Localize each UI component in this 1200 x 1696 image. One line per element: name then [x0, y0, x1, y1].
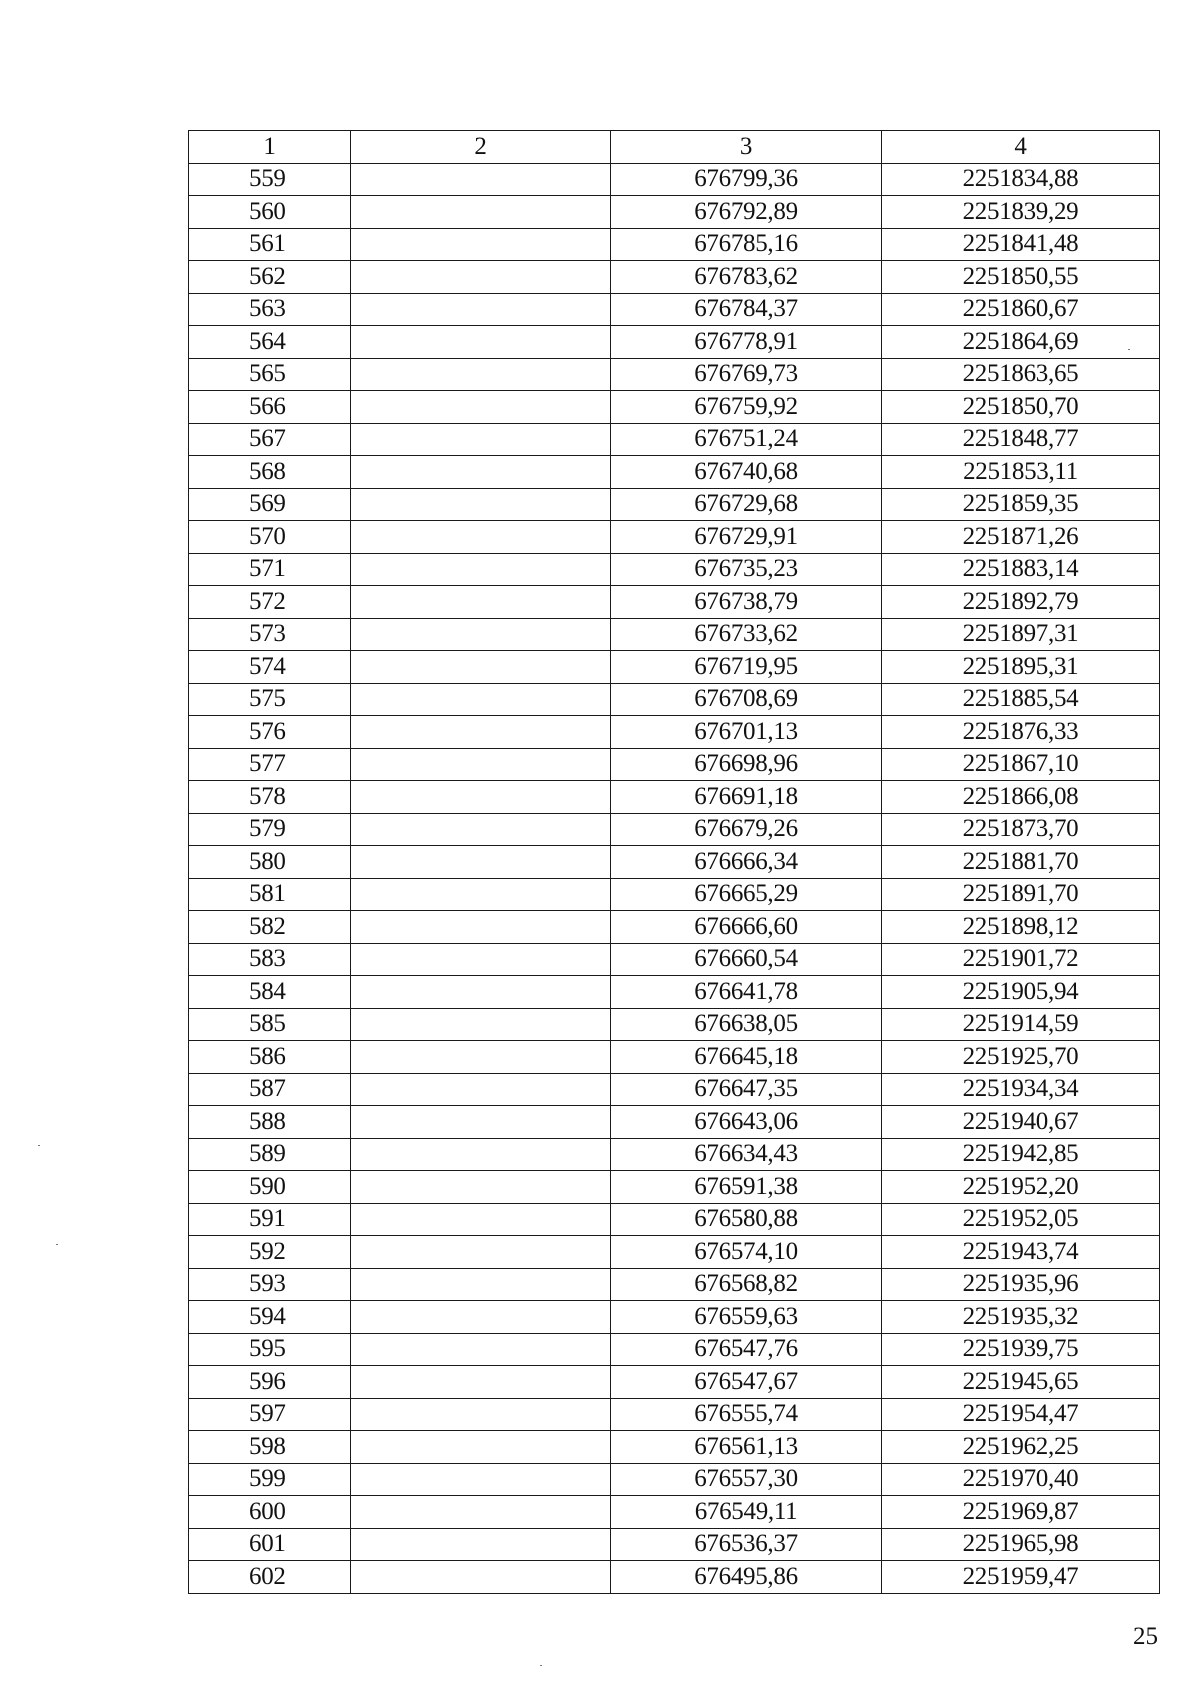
y-coordinate-cell: 2251866,08 [882, 781, 1160, 814]
y-coordinate-cell: 2251969,87 [882, 1496, 1160, 1529]
table-row [189, 196, 1160, 229]
empty-cell [351, 326, 611, 359]
scan-speck [540, 1665, 542, 1666]
y-coordinate-cell: 2251848,77 [882, 423, 1160, 456]
empty-cell [351, 1008, 611, 1041]
empty-cell [351, 1496, 611, 1529]
point-number-cell: 585 [189, 1008, 351, 1041]
y-coordinate-cell: 2251881,70 [882, 846, 1160, 879]
scan-speck [56, 1244, 58, 1245]
x-coordinate-cell: 676641,78 [611, 976, 882, 1009]
empty-cell [351, 748, 611, 781]
x-coordinate-cell: 676634,43 [611, 1138, 882, 1171]
table-header [189, 131, 1160, 164]
empty-cell [351, 261, 611, 294]
table-row [189, 1138, 1160, 1171]
empty-cell [351, 1431, 611, 1464]
table-row [189, 911, 1160, 944]
table-body [189, 163, 1160, 1593]
x-coordinate-cell: 676751,24 [611, 423, 882, 456]
x-coordinate-cell: 676536,37 [611, 1528, 882, 1561]
x-coordinate-cell: 676665,29 [611, 878, 882, 911]
header-col-1: 1 [189, 131, 351, 164]
point-number-cell: 564 [189, 326, 351, 359]
x-coordinate-cell: 676735,23 [611, 553, 882, 586]
empty-cell [351, 228, 611, 261]
y-coordinate-cell: 2251935,96 [882, 1268, 1160, 1301]
empty-cell [351, 1333, 611, 1366]
empty-cell [351, 1463, 611, 1496]
table-row [189, 618, 1160, 651]
x-coordinate-cell: 676557,30 [611, 1463, 882, 1496]
point-number-cell: 561 [189, 228, 351, 261]
table-row [189, 1073, 1160, 1106]
point-number-cell: 573 [189, 618, 351, 651]
point-number-cell: 601 [189, 1528, 351, 1561]
point-number-cell: 575 [189, 683, 351, 716]
y-coordinate-cell: 2251883,14 [882, 553, 1160, 586]
table-row [189, 488, 1160, 521]
point-number-cell: 577 [189, 748, 351, 781]
table-row [189, 1561, 1160, 1594]
point-number-cell: 570 [189, 521, 351, 554]
x-coordinate-cell: 676783,62 [611, 261, 882, 294]
table-row [189, 1268, 1160, 1301]
empty-cell [351, 1366, 611, 1399]
point-number-cell: 591 [189, 1203, 351, 1236]
empty-cell [351, 618, 611, 651]
point-number-cell: 559 [189, 163, 351, 196]
empty-cell [351, 943, 611, 976]
point-number-cell: 589 [189, 1138, 351, 1171]
empty-cell [351, 911, 611, 944]
table-row [189, 683, 1160, 716]
y-coordinate-cell: 2251952,05 [882, 1203, 1160, 1236]
y-coordinate-cell: 2251945,65 [882, 1366, 1160, 1399]
y-coordinate-cell: 2251939,75 [882, 1333, 1160, 1366]
point-number-cell: 578 [189, 781, 351, 814]
scan-speck [38, 1145, 40, 1146]
empty-cell [351, 651, 611, 684]
coordinates-table [188, 130, 1160, 1594]
table-row [189, 326, 1160, 359]
table-row [189, 163, 1160, 196]
x-coordinate-cell: 676740,68 [611, 456, 882, 489]
x-coordinate-cell: 676666,60 [611, 911, 882, 944]
table-row [189, 261, 1160, 294]
x-coordinate-cell: 676666,34 [611, 846, 882, 879]
y-coordinate-cell: 2251952,20 [882, 1171, 1160, 1204]
x-coordinate-cell: 676799,36 [611, 163, 882, 196]
x-coordinate-cell: 676559,63 [611, 1301, 882, 1334]
y-coordinate-cell: 2251901,72 [882, 943, 1160, 976]
x-coordinate-cell: 676568,82 [611, 1268, 882, 1301]
x-coordinate-cell: 676778,91 [611, 326, 882, 359]
y-coordinate-cell: 2251934,34 [882, 1073, 1160, 1106]
x-coordinate-cell: 676769,73 [611, 358, 882, 391]
y-coordinate-cell: 2251940,67 [882, 1106, 1160, 1139]
y-coordinate-cell: 2251892,79 [882, 586, 1160, 619]
empty-cell [351, 1268, 611, 1301]
table-row [189, 1008, 1160, 1041]
table-row [189, 358, 1160, 391]
x-coordinate-cell: 676574,10 [611, 1236, 882, 1269]
point-number-cell: 596 [189, 1366, 351, 1399]
x-coordinate-cell: 676729,91 [611, 521, 882, 554]
x-coordinate-cell: 676645,18 [611, 1041, 882, 1074]
empty-cell [351, 488, 611, 521]
point-number-cell: 569 [189, 488, 351, 521]
header-col-3: 3 [611, 131, 882, 164]
table-row [189, 1106, 1160, 1139]
empty-cell [351, 781, 611, 814]
table-row [189, 1301, 1160, 1334]
empty-cell [351, 358, 611, 391]
table-row [189, 878, 1160, 911]
y-coordinate-cell: 2251935,32 [882, 1301, 1160, 1334]
y-coordinate-cell: 2251954,47 [882, 1398, 1160, 1431]
point-number-cell: 599 [189, 1463, 351, 1496]
y-coordinate-cell: 2251834,88 [882, 163, 1160, 196]
table-row [189, 846, 1160, 879]
y-coordinate-cell: 2251876,33 [882, 716, 1160, 749]
table-row [189, 228, 1160, 261]
point-number-cell: 580 [189, 846, 351, 879]
table-row [189, 1333, 1160, 1366]
point-number-cell: 562 [189, 261, 351, 294]
point-number-cell: 595 [189, 1333, 351, 1366]
empty-cell [351, 586, 611, 619]
point-number-cell: 574 [189, 651, 351, 684]
y-coordinate-cell: 2251859,35 [882, 488, 1160, 521]
point-number-cell: 566 [189, 391, 351, 424]
empty-cell [351, 521, 611, 554]
x-coordinate-cell: 676561,13 [611, 1431, 882, 1464]
empty-cell [351, 1236, 611, 1269]
empty-cell [351, 683, 611, 716]
y-coordinate-cell: 2251959,47 [882, 1561, 1160, 1594]
point-number-cell: 583 [189, 943, 351, 976]
table-row [189, 423, 1160, 456]
point-number-cell: 590 [189, 1171, 351, 1204]
table-row [189, 1171, 1160, 1204]
y-coordinate-cell: 2251863,65 [882, 358, 1160, 391]
empty-cell [351, 1171, 611, 1204]
x-coordinate-cell: 676495,86 [611, 1561, 882, 1594]
y-coordinate-cell: 2251885,54 [882, 683, 1160, 716]
empty-cell [351, 1106, 611, 1139]
x-coordinate-cell: 676698,96 [611, 748, 882, 781]
table-row [189, 716, 1160, 749]
x-coordinate-cell: 676719,95 [611, 651, 882, 684]
x-coordinate-cell: 676638,05 [611, 1008, 882, 1041]
table-row [189, 293, 1160, 326]
x-coordinate-cell: 676785,16 [611, 228, 882, 261]
empty-cell [351, 1301, 611, 1334]
table-row [189, 976, 1160, 1009]
y-coordinate-cell: 2251891,70 [882, 878, 1160, 911]
y-coordinate-cell: 2251871,26 [882, 521, 1160, 554]
table-row [189, 1203, 1160, 1236]
point-number-cell: 579 [189, 813, 351, 846]
scan-speck [1128, 349, 1130, 350]
y-coordinate-cell: 2251970,40 [882, 1463, 1160, 1496]
empty-cell [351, 1561, 611, 1594]
table-row [189, 521, 1160, 554]
y-coordinate-cell: 2251898,12 [882, 911, 1160, 944]
y-coordinate-cell: 2251925,70 [882, 1041, 1160, 1074]
x-coordinate-cell: 676733,62 [611, 618, 882, 651]
empty-cell [351, 813, 611, 846]
point-number-cell: 588 [189, 1106, 351, 1139]
y-coordinate-cell: 2251897,31 [882, 618, 1160, 651]
table-row [189, 1398, 1160, 1431]
y-coordinate-cell: 2251943,74 [882, 1236, 1160, 1269]
y-coordinate-cell: 2251895,31 [882, 651, 1160, 684]
empty-cell [351, 1398, 611, 1431]
x-coordinate-cell: 676555,74 [611, 1398, 882, 1431]
point-number-cell: 568 [189, 456, 351, 489]
empty-cell [351, 456, 611, 489]
empty-cell [351, 1528, 611, 1561]
y-coordinate-cell: 2251839,29 [882, 196, 1160, 229]
empty-cell [351, 293, 611, 326]
y-coordinate-cell: 2251864,69 [882, 326, 1160, 359]
table-row [189, 1366, 1160, 1399]
table-row [189, 1236, 1160, 1269]
point-number-cell: 581 [189, 878, 351, 911]
empty-cell [351, 878, 611, 911]
header-row [189, 131, 1160, 164]
y-coordinate-cell: 2251873,70 [882, 813, 1160, 846]
point-number-cell: 598 [189, 1431, 351, 1464]
table-row [189, 813, 1160, 846]
y-coordinate-cell: 2251942,85 [882, 1138, 1160, 1171]
empty-cell [351, 716, 611, 749]
empty-cell [351, 846, 611, 879]
empty-cell [351, 1041, 611, 1074]
table-row [189, 1431, 1160, 1464]
point-number-cell: 571 [189, 553, 351, 586]
x-coordinate-cell: 676679,26 [611, 813, 882, 846]
table-row [189, 391, 1160, 424]
table-row [189, 586, 1160, 619]
point-number-cell: 565 [189, 358, 351, 391]
y-coordinate-cell: 2251841,48 [882, 228, 1160, 261]
x-coordinate-cell: 676701,13 [611, 716, 882, 749]
empty-cell [351, 423, 611, 456]
y-coordinate-cell: 2251867,10 [882, 748, 1160, 781]
point-number-cell: 560 [189, 196, 351, 229]
header-col-2: 2 [351, 131, 611, 164]
table-row [189, 456, 1160, 489]
y-coordinate-cell: 2251850,70 [882, 391, 1160, 424]
y-coordinate-cell: 2251962,25 [882, 1431, 1160, 1464]
point-number-cell: 567 [189, 423, 351, 456]
x-coordinate-cell: 676784,37 [611, 293, 882, 326]
empty-cell [351, 196, 611, 229]
empty-cell [351, 1203, 611, 1236]
table-row [189, 748, 1160, 781]
empty-cell [351, 1073, 611, 1106]
x-coordinate-cell: 676580,88 [611, 1203, 882, 1236]
point-number-cell: 576 [189, 716, 351, 749]
point-number-cell: 587 [189, 1073, 351, 1106]
y-coordinate-cell: 2251905,94 [882, 976, 1160, 1009]
x-coordinate-cell: 676549,11 [611, 1496, 882, 1529]
point-number-cell: 586 [189, 1041, 351, 1074]
point-number-cell: 594 [189, 1301, 351, 1334]
x-coordinate-cell: 676738,79 [611, 586, 882, 619]
x-coordinate-cell: 676643,06 [611, 1106, 882, 1139]
header-col-4: 4 [882, 131, 1160, 164]
point-number-cell: 600 [189, 1496, 351, 1529]
x-coordinate-cell: 676708,69 [611, 683, 882, 716]
x-coordinate-cell: 676660,54 [611, 943, 882, 976]
table-row [189, 553, 1160, 586]
point-number-cell: 584 [189, 976, 351, 1009]
y-coordinate-cell: 2251914,59 [882, 1008, 1160, 1041]
page-number: 25 [1133, 1623, 1158, 1650]
empty-cell [351, 1138, 611, 1171]
table-row [189, 1496, 1160, 1529]
point-number-cell: 582 [189, 911, 351, 944]
x-coordinate-cell: 676729,68 [611, 488, 882, 521]
table-row [189, 781, 1160, 814]
y-coordinate-cell: 2251853,11 [882, 456, 1160, 489]
y-coordinate-cell: 2251965,98 [882, 1528, 1160, 1561]
y-coordinate-cell: 2251860,67 [882, 293, 1160, 326]
x-coordinate-cell: 676547,67 [611, 1366, 882, 1399]
x-coordinate-cell: 676647,35 [611, 1073, 882, 1106]
point-number-cell: 563 [189, 293, 351, 326]
empty-cell [351, 391, 611, 424]
y-coordinate-cell: 2251850,55 [882, 261, 1160, 294]
table-row [189, 943, 1160, 976]
point-number-cell: 597 [189, 1398, 351, 1431]
x-coordinate-cell: 676691,18 [611, 781, 882, 814]
empty-cell [351, 163, 611, 196]
empty-cell [351, 553, 611, 586]
table-row [189, 1041, 1160, 1074]
point-number-cell: 602 [189, 1561, 351, 1594]
point-number-cell: 592 [189, 1236, 351, 1269]
table-row [189, 1528, 1160, 1561]
x-coordinate-cell: 676591,38 [611, 1171, 882, 1204]
x-coordinate-cell: 676759,92 [611, 391, 882, 424]
table-row [189, 651, 1160, 684]
x-coordinate-cell: 676547,76 [611, 1333, 882, 1366]
point-number-cell: 572 [189, 586, 351, 619]
point-number-cell: 593 [189, 1268, 351, 1301]
empty-cell [351, 976, 611, 1009]
table-row [189, 1463, 1160, 1496]
x-coordinate-cell: 676792,89 [611, 196, 882, 229]
